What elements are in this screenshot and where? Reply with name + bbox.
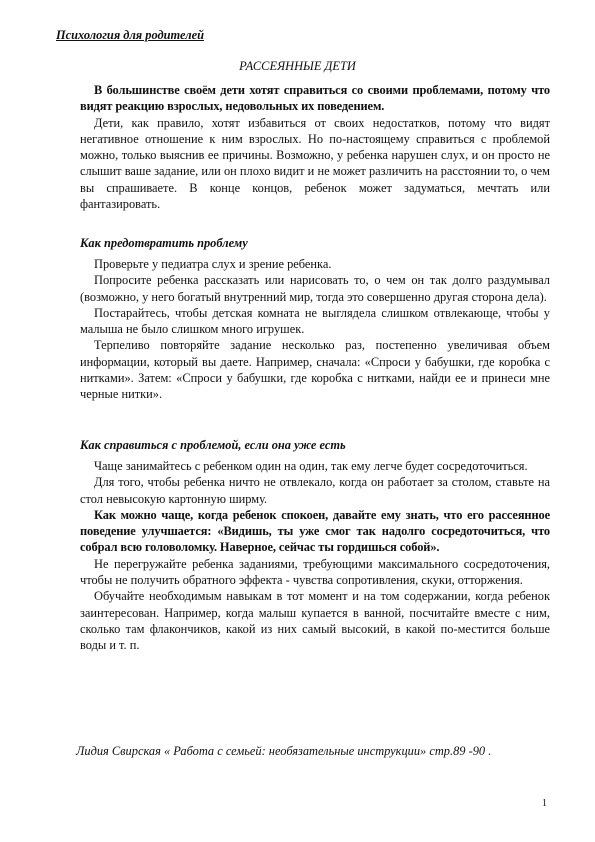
prevent-paragraph: Терпеливо повторяйте задание несколько раз, постепенно увеличивая объем информации, который вы даете. Например, сначала: «Спроси у бабушки, где коробка с нитками». Затем: «Спроси у бабушки, где коробка с нитками, найди ее и принеси мне черные нитки». [80,338,550,402]
section-heading-cope: Как справиться с проблемой, если она уже есть [80,438,346,452]
cope-paragraph: Для того, чтобы ребенка ничто не отвлекало, когда он работает за столом, ставьте на стол невысокую картонную ширму. [80,475,550,506]
cope-paragraph-emphasis: Как можно чаще, когда ребенок спокоен, давайте ему знать, что его рассеянное поведение улучшается: «Видишь, ты уже смог так надолго сосредоточиться, что собрал всю головоломку. Наверное, сейчас ты гордишься собой». [80,507,550,555]
cope-paragraph: Чаще занимайтесь с ребенком один на один, так ему легче будет сосредоточиться. [94,459,528,473]
lead-paragraph: В большинстве своём дети хотят справиться со своими проблемами, потому что видят реакцию взрослых, недовольных их поведением. [80,83,550,114]
prevent-block [80,256,550,403]
source-citation: Лидия Свирская « Работа с семьей: необязательные инструкции» стр.89 -90 . [76,744,492,758]
prevent-paragraph: Проверьте у педиатра слух и зрение ребенка. [94,257,332,271]
prevent-paragraph: Попросите ребенка рассказать или нарисовать то, о чем он так долго раздумывал (возможно, у него богатый внутренний мир, тогда это совершенно другая сторона дела). [80,273,550,304]
running-header: Психология для родителей [56,28,204,42]
cope-block [80,458,550,654]
cope-paragraph: Обучайте необходимым навыкам в тот момент и на том содержании, когда ребенок заинтересован. Например, когда малыш купается в ванной, посчитайте вместе с ним, сколько там флакончиков, какой из них самый высокий, в какой по-местится больше воды и т. п. [80,589,550,653]
page-number: 1 [542,798,547,809]
section-heading-prevent: Как предотвратить проблему [80,236,248,250]
cope-paragraph: Не перегружайте ребенка заданиями, требующими максимального сосредоточения, чтобы не получить обратного эффекта - чувства сопротивления, скуки, отторжения. [80,556,550,588]
article-title: РАССЕЯННЫЕ ДЕТИ [239,59,356,73]
intro-paragraph: Дети, как правило, хотят избавиться от своих недостатков, потому что видят негативное отношение к ним взрослых. Но по-настоящему справиться с проблемой можно, только выяснив ее причины. Возможно, у ребенка нарушен слух, и он просто не слышит ваше задание, или он плохо видит и не может различить на расстоянии то, о чем вы спрашиваете. В конце концов, ребенок может задуматься, мечтать или фантазировать. [80,115,550,212]
intro-block [80,82,550,212]
prevent-paragraph: Постарайтесь, чтобы детская комната не выглядела слишком отвлекающе, чтобы у малыша не было слишком много игрушек. [80,305,550,337]
